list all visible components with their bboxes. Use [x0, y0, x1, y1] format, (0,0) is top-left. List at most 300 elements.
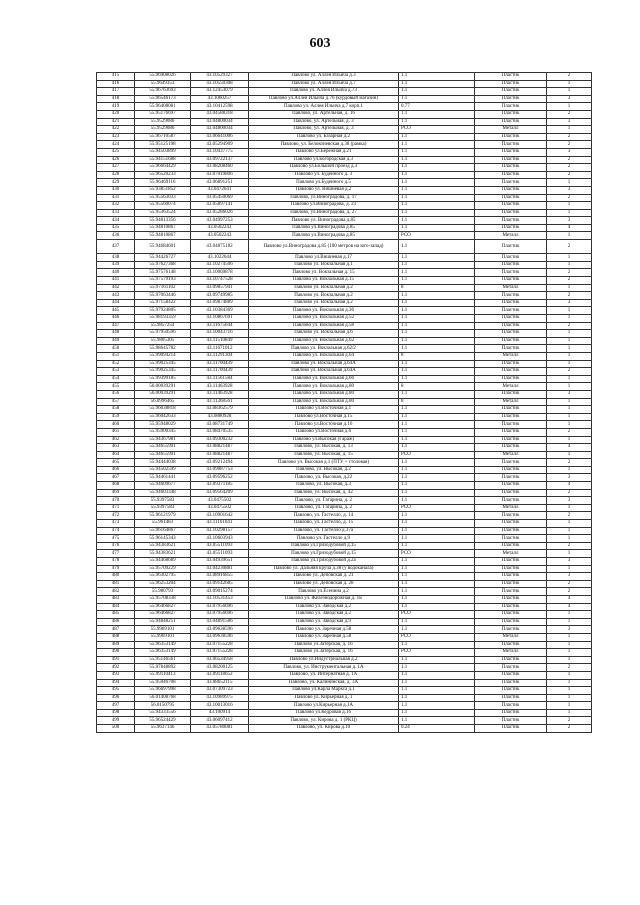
table-row [97, 224, 592, 232]
longitude-cell: 43.10989975 [191, 694, 249, 702]
quantity-cell: 1 [547, 466, 592, 474]
material-cell: Пластик [475, 315, 547, 323]
row-number: 467 [97, 474, 135, 482]
quantity-cell: 2 [547, 141, 592, 149]
quantity-cell: 2 [547, 725, 592, 733]
address-cell: Павлово ул. Деповская д. 21 [249, 573, 399, 581]
material-cell: Пластик [475, 171, 547, 179]
row-number: 430 [97, 186, 135, 194]
volume-cell: 1.1 [399, 186, 475, 194]
material-cell: Пластик [475, 133, 547, 141]
volume-cell: 1.1 [399, 595, 475, 603]
table-row [97, 156, 592, 164]
latitude-cell: 55.94151688 [135, 156, 191, 164]
quantity-cell: 1 [547, 232, 592, 240]
longitude-cell: 43.10531453 [191, 595, 249, 603]
longitude-cell: 43.100914 [191, 709, 249, 717]
material-cell: Пластик [475, 277, 547, 285]
table-row [97, 322, 592, 330]
material-cell: Пластик [475, 110, 547, 118]
row-number: 419 [97, 103, 135, 111]
row-number: 489 [97, 641, 135, 649]
material-cell: Пластик [475, 148, 547, 156]
longitude-cell: 43.09371185 [191, 482, 249, 490]
longitude-cell: 43.04230881 [191, 565, 249, 573]
quantity-cell: 3 [547, 390, 592, 398]
longitude-cell: 43.05511093 [191, 542, 249, 550]
volume-cell: 1.1 [399, 580, 475, 588]
material-cell: Пластик [475, 118, 547, 126]
material-cell: Металл [475, 504, 547, 512]
row-number: 491 [97, 656, 135, 664]
longitude-cell: 43.07309723 [191, 687, 249, 695]
latitude-cell: 55.94461441 [135, 474, 191, 482]
row-number: 446 [97, 315, 135, 323]
latitude-cell: 56.01408768 [135, 694, 191, 702]
table-row [97, 277, 592, 285]
quantity-cell: 3 [547, 95, 592, 103]
table-row [97, 618, 592, 626]
latitude-cell: 55.96042633 [135, 413, 191, 421]
longitude-cell: 43.07956696 [191, 611, 249, 619]
quantity-cell: 1 [547, 254, 592, 262]
address-cell: Павлово, ул. Белоконевская д.38 (рамка) [249, 141, 399, 149]
address-cell: Павлово ул. Буденного д. 3 [249, 171, 399, 179]
material-cell: Пластик [475, 580, 547, 588]
table-row [97, 315, 592, 323]
row-number: 470 [97, 497, 135, 505]
table-row [97, 148, 592, 156]
longitude-cell: 43.10043716 [191, 330, 249, 338]
row-number: 442 [97, 284, 135, 292]
table-row [97, 110, 592, 118]
quantity-cell: 1 [547, 126, 592, 134]
row-number: 441 [97, 277, 135, 285]
volume-cell: 1.1 [399, 254, 475, 262]
address-cell: Павлово ул. Заречная д.58 [249, 633, 399, 641]
row-number: 497 [97, 702, 135, 710]
row-number: 447 [97, 322, 135, 330]
row-number: 457 [97, 398, 135, 406]
table-row [97, 482, 592, 490]
quantity-cell: 2 [547, 156, 592, 164]
material-cell: Пластик [475, 428, 547, 436]
material-cell: Металл [475, 383, 547, 391]
address-cell: Павлово ул.Карла Маркса д.1 [249, 687, 399, 695]
quantity-cell: 1 [547, 671, 592, 679]
row-number: 439 [97, 261, 135, 269]
address-cell: Павлово ул. Вокзальная д.2 [249, 292, 399, 300]
page-number: 603 [309, 36, 331, 51]
address-cell: Павлово ул. Аллея Ильича д.7 корп.1 [249, 103, 399, 111]
row-number: 434 [97, 217, 135, 225]
row-number: 458 [97, 406, 135, 414]
longitude-cell: 43.08200125 [191, 664, 249, 672]
address-cell: Павлово ул. Вокзальная д.2 [249, 284, 399, 292]
latitude-cell: 56.0996465 [135, 398, 191, 406]
quantity-cell: 1 [547, 406, 592, 414]
latitude-cell: 55.94810867 [135, 232, 191, 240]
latitude-cell: 55.9969101 [135, 626, 191, 634]
quantity-cell: 1 [547, 709, 592, 717]
latitude-cell: 55.97063446 [135, 292, 191, 300]
volume-cell: 1.1 [399, 202, 475, 210]
row-number: 416 [97, 80, 135, 88]
quantity-cell: 1 [547, 383, 592, 391]
material-cell: Пластик [475, 421, 547, 429]
longitude-cell: 43.1060257 [191, 95, 249, 103]
longitude-cell: 43.11671012 [191, 345, 249, 353]
latitude-cell: 55.93851852 [135, 186, 191, 194]
material-cell: Пластик [475, 240, 547, 254]
row-number: 420 [97, 110, 135, 118]
row-number: 425 [97, 148, 135, 156]
address-cell: Павлово ул.Большой проезд д.3 [249, 164, 399, 172]
volume-cell: 1.1 [399, 717, 475, 725]
quantity-cell: 1 [547, 337, 592, 345]
material-cell: Пластик [475, 269, 547, 277]
quantity-cell: 1 [547, 436, 592, 444]
table-row [97, 664, 592, 672]
latitude-cell: 55.99025345 [135, 360, 191, 368]
row-number: 421 [97, 118, 135, 126]
volume-cell: 1.1 [399, 588, 475, 596]
table-row [97, 626, 592, 634]
table-row [97, 451, 592, 459]
volume-cell: 1.1 [399, 482, 475, 490]
address-cell: Павлово ул. Вокзальная д.2 [249, 299, 399, 307]
longitude-cell: 43.07155228 [191, 649, 249, 657]
volume-cell: 1.1 [399, 360, 475, 368]
material-cell: Пластик [475, 254, 547, 262]
volume-cell: РСО [399, 126, 475, 134]
material-cell: Пластик [475, 444, 547, 452]
volume-cell: РСО [399, 504, 475, 512]
table-row [97, 330, 592, 338]
volume-cell: 1.1 [399, 148, 475, 156]
volume-cell: 8 [399, 284, 475, 292]
quantity-cell: 1 [547, 345, 592, 353]
volume-cell: 1.1 [399, 164, 475, 172]
quantity-cell: 2 [547, 512, 592, 520]
row-number: 455 [97, 383, 135, 391]
latitude-cell: 55.99110413 [135, 671, 191, 679]
volume-cell: 1.1 [399, 110, 475, 118]
volume-cell: 0.77 [399, 103, 475, 111]
longitude-cell: 43.09118652 [191, 671, 249, 679]
quantity-cell: 1 [547, 535, 592, 543]
volume-cell: 1.1 [399, 497, 475, 505]
quantity-cell: 3 [547, 474, 592, 482]
volume-cell: 1.1 [399, 474, 475, 482]
longitude-cell: 43.10550308 [191, 80, 249, 88]
address-cell: Павлово, ул. Калининская, д. 3А [249, 679, 399, 687]
longitude-cell: 43.11463928 [191, 383, 249, 391]
material-cell: Пластик [475, 687, 547, 695]
row-number: 429 [97, 179, 135, 187]
row-number: 480 [97, 573, 135, 581]
quantity-cell: 1 [547, 398, 592, 406]
material-cell: Пластик [475, 436, 547, 444]
longitude-cell: 43.10298157 [191, 527, 249, 535]
material-cell: Металл [475, 633, 547, 641]
table-row [97, 352, 592, 360]
volume-cell: 1.1 [399, 603, 475, 611]
latitude-cell: 55.9397583 [135, 504, 191, 512]
latitude-cell: 55.9529086 [135, 126, 191, 134]
table-row [97, 141, 592, 149]
address-cell: Павлово ул.Кирьерная д.1А [249, 702, 399, 710]
row-number: 426 [97, 156, 135, 164]
longitude-cell: 43.0472641 [191, 186, 249, 194]
latitude-cell: 55.96145343 [135, 535, 191, 543]
material-cell: Пластик [475, 595, 547, 603]
row-number: 448 [97, 330, 135, 338]
material-cell: Пластик [475, 307, 547, 315]
address-cell: Павлово, ул. Кирова д.10 [249, 725, 399, 733]
address-cell: Павлово, ул. Высокая, д. 15 [249, 451, 399, 459]
row-number: 452 [97, 360, 135, 368]
address-cell: Павлово, ул. Артельная, д. 3 [249, 126, 399, 134]
row-number: 460 [97, 421, 135, 429]
latitude-cell: 55.96408081 [135, 103, 191, 111]
address-cell: Павлово ул.Гризодубовой д.15 [249, 542, 399, 550]
volume-cell: 1.1 [399, 88, 475, 96]
volume-cell: 1.1 [399, 337, 475, 345]
table-row [97, 535, 592, 543]
longitude-cell: 43.06534958 [191, 656, 249, 664]
material-cell: Пластик [475, 88, 547, 96]
longitude-cell: 43.10384369 [191, 307, 249, 315]
quantity-cell: 2 [547, 73, 592, 81]
row-number: 479 [97, 565, 135, 573]
volume-cell: 1.1 [399, 558, 475, 566]
material-cell: Пластик [475, 489, 547, 497]
quantity-cell: 3 [547, 217, 592, 225]
volume-cell: РСО [399, 611, 475, 619]
address-cell: Павлово, ул. Интернатная д. 1А [249, 671, 399, 679]
quantity-cell: 1 [547, 284, 592, 292]
latitude-cell: 55.95900345 [135, 428, 191, 436]
table-row [97, 126, 592, 134]
latitude-cell: 55.94609677 [135, 482, 191, 490]
quantity-cell: 1 [547, 330, 592, 338]
latitude-cell: 55.94813356 [135, 217, 191, 225]
longitude-cell: 43.04997253 [191, 217, 249, 225]
address-cell: Павлово ул.Индустриальная д.2 [249, 656, 399, 664]
material-cell: Пластик [475, 527, 547, 535]
table-row [97, 573, 592, 581]
quantity-cell: 1 [547, 103, 592, 111]
material-cell: Металл [475, 451, 547, 459]
volume-cell: 1.1 [399, 269, 475, 277]
address-cell: Павлово, ул. Артельная, д. 3 [249, 118, 399, 126]
table-row [97, 421, 592, 429]
table-row [97, 679, 592, 687]
longitude-cell: 43.05511093 [191, 550, 249, 558]
row-number: 492 [97, 664, 135, 672]
latitude-cell: 56.00039291 [135, 383, 191, 391]
material-cell: Пластик [475, 186, 547, 194]
row-number: 494 [97, 679, 135, 687]
table-row [97, 179, 592, 187]
longitude-cell: 43.07019806 [191, 171, 249, 179]
row-number: 481 [97, 580, 135, 588]
material-cell: Пластик [475, 103, 547, 111]
latitude-cell: 55.9857254 [135, 322, 191, 330]
row-number: 431 [97, 194, 135, 202]
volume-cell: 1.1 [399, 194, 475, 202]
table-row [97, 474, 592, 482]
table-row [97, 217, 592, 225]
volume-cell: 1.1 [399, 261, 475, 269]
table-row [97, 209, 592, 217]
quantity-cell: 1 [547, 550, 592, 558]
latitude-cell: 55.99399185 [135, 375, 191, 383]
address-cell: Павлово ул.Восточная д.1 [249, 406, 399, 414]
row-number: 463 [97, 444, 135, 452]
volume-cell: 8 [399, 383, 475, 391]
volume-cell: 1.1 [399, 679, 475, 687]
volume-cell: 1.1 [399, 687, 475, 695]
material-cell: Пластик [475, 535, 547, 543]
volume-cell: 1.1 [399, 80, 475, 88]
row-number: 473 [97, 520, 135, 528]
latitude-cell: 55.94444038 [135, 459, 191, 467]
address-cell: Павлово, ул. Инструментальная д. 1А [249, 664, 399, 672]
longitude-cell: 43.09857941 [191, 284, 249, 292]
table-row [97, 202, 592, 210]
latitude-cell: 55.94333556 [135, 709, 191, 717]
address-cell: Павлово ул.Гризодубовой д.2а [249, 558, 399, 566]
latitude-cell: 55.96164867 [135, 527, 191, 535]
volume-cell: 1.1 [399, 133, 475, 141]
address-cell: Павлово ул.Затерская, д. 16 [249, 649, 399, 657]
longitude-cell: 43.08916855 [191, 573, 249, 581]
quantity-cell: 2 [547, 164, 592, 172]
table-row [97, 254, 592, 262]
material-cell: Пластик [475, 217, 547, 225]
quantity-cell: 3 [547, 186, 592, 194]
latitude-cell: 55.94655991 [135, 451, 191, 459]
latitude-cell: 55.961483 [135, 520, 191, 528]
row-number: 468 [97, 482, 135, 490]
address-cell: Павлово, ул. Высокая, д.22 [249, 474, 399, 482]
quantity-cell: 1 [547, 421, 592, 429]
longitude-cell: 43.11675644 [191, 322, 249, 330]
longitude-cell: 43.09300232 [191, 436, 249, 444]
material-cell: Пластик [475, 671, 547, 679]
quantity-cell: 2 [547, 368, 592, 376]
row-number: 476 [97, 542, 135, 550]
table-row [97, 542, 592, 550]
table-row [97, 558, 592, 566]
table-row [97, 588, 592, 596]
longitude-cell: 43.11700439 [191, 368, 249, 376]
row-number: 493 [97, 671, 135, 679]
longitude-cell: 43.0502243 [191, 232, 249, 240]
longitude-cell: 43.10747528 [191, 277, 249, 285]
quantity-cell: 1 [547, 261, 592, 269]
longitude-cell: 43.08652115 [191, 679, 249, 687]
quantity-cell: 1 [547, 315, 592, 323]
material-cell: Металл [475, 126, 547, 134]
quantity-cell: 2 [547, 580, 592, 588]
quantity-cell: 2 [547, 277, 592, 285]
quantity-cell: 4 [547, 603, 592, 611]
material-cell: Пластик [475, 482, 547, 490]
latitude-cell: 55.94468689 [135, 558, 191, 566]
longitude-cell: 43.0475502 [191, 504, 249, 512]
quantity-cell: 3 [547, 558, 592, 566]
quantity-cell: 1 [547, 656, 592, 664]
quantity-cell: 2 [547, 459, 592, 467]
address-cell: Павлово ул. Аллея Ильича д.73 [249, 88, 399, 96]
address-cell: Павлово ул.Виноградова д.85 [249, 224, 399, 232]
longitude-cell: 43.11161041 [191, 520, 249, 528]
table-row [97, 284, 592, 292]
volume-cell: 1.1 [399, 368, 475, 376]
table-row [97, 633, 592, 641]
material-cell: Пластик [475, 413, 547, 421]
row-number: 422 [97, 126, 135, 134]
longitude-cell: 43.06641006 [191, 133, 249, 141]
quantity-cell: 4 [547, 482, 592, 490]
table-row [97, 368, 592, 376]
address-cell: Павлово ул.Виноградова д.85 [249, 232, 399, 240]
volume-cell: 1.1 [399, 573, 475, 581]
volume-cell: 1.1 [399, 390, 475, 398]
longitude-cell: 43.09874889 [191, 299, 249, 307]
material-cell: Пластик [475, 292, 547, 300]
longitude-cell: 43.1022644 [191, 254, 249, 262]
volume-cell: 1.1 [399, 307, 475, 315]
address-cell: Павлово ул. Вокзальная д.58 [249, 322, 399, 330]
table-row [97, 649, 592, 657]
table-row [97, 171, 592, 179]
latitude-cell: 55.96524429 [135, 717, 191, 725]
quantity-cell: 2 [547, 428, 592, 436]
table-row [97, 88, 592, 96]
longitude-cell: 43.05450069 [191, 194, 249, 202]
material-cell: Пластик [475, 299, 547, 307]
address-cell: Павлово ул.Восточная д.15 [249, 413, 399, 421]
row-number: 433 [97, 209, 135, 217]
material-cell: Пластик [475, 626, 547, 634]
latitude-cell: 55.94655991 [135, 444, 191, 452]
longitude-cell: 43.04891586 [191, 618, 249, 626]
volume-cell: 1.1 [399, 345, 475, 353]
material-cell: Пластик [475, 694, 547, 702]
material-cell: Пластик [475, 497, 547, 505]
material-cell: Пластик [475, 360, 547, 368]
longitude-cell: 43.09564209 [191, 489, 249, 497]
volume-cell: 1.1 [399, 489, 475, 497]
address-cell: Павлово, ул.Виноградова, д. 27 [249, 209, 399, 217]
quantity-cell: 1 [547, 520, 592, 528]
table-row [97, 512, 592, 520]
quantity-cell: 3 [547, 118, 592, 126]
latitude-cell: 55.98645782 [135, 345, 191, 353]
longitude-cell: 43.0475502 [191, 497, 249, 505]
volume-cell: 1.1 [399, 179, 475, 187]
material-cell: Металл [475, 284, 547, 292]
address-cell: Павлово ул. Вокзальная д.1 [249, 261, 399, 269]
longitude-cell: 43.08362579 [191, 406, 249, 414]
volume-cell: 1.1 [399, 626, 475, 634]
material-cell: Пластик [475, 466, 547, 474]
latitude-cell: 55.97576148 [135, 269, 191, 277]
